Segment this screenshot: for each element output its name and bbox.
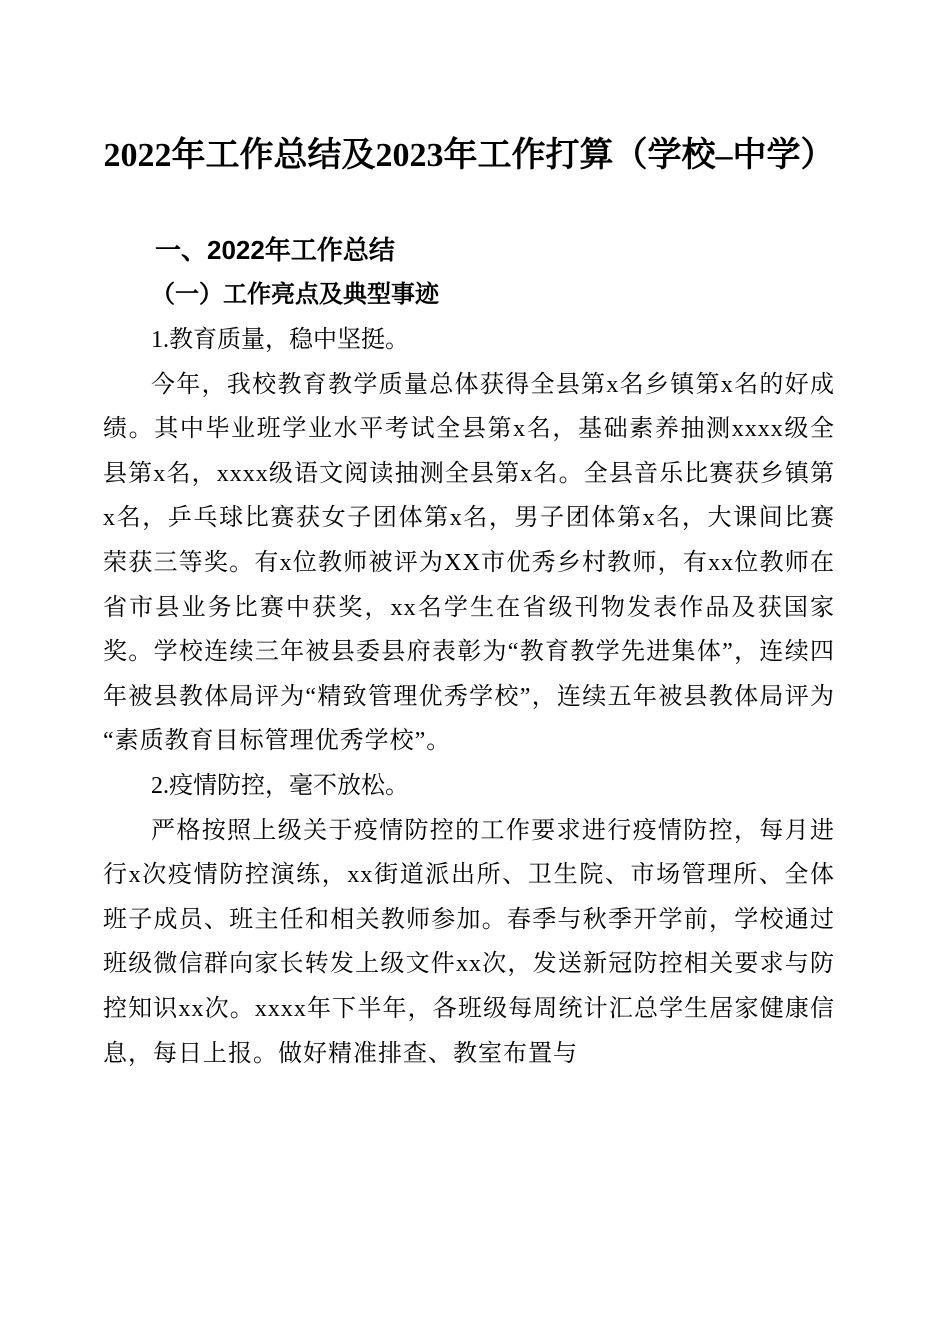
item-heading-epidemic-prevention: 2.疫情防控，毫不放松。 xyxy=(151,772,409,799)
item-heading-education-quality: 1.教育质量，稳中坚挺。 xyxy=(151,327,409,353)
section-heading-2022-work-summary: 一、2022年工作总结 xyxy=(155,235,395,265)
document-title: 2022年工作总结及2023年工作打算（学校–中学） xyxy=(103,137,835,174)
paragraph-education-quality: 今年，我校教育教学质量总体获得全县第x名乡镇第x名的好成绩。其中毕业班学业水平考试全县第x名，基础素养抽测xxxx级全县第x名，xxxx级语文阅读抽测全县第x名。全县音乐比赛获乡镇第x名，乒乓球比赛获女子团体第x名，男子团体第x名，大课间比赛荣获三等奖。有x位教师被评为XX市优秀乡村教师，有xx位教师在省市县业务比赛中获奖，xx名学生在省级刊物发表作品及获国家奖。学校连续三年被县委县府表彰为“教育教学先进集体”，连续四年被县教体局评为“精致管理优秀学校”，连续五年被县教体局评为“素质教育目标管理优秀学校”。 xyxy=(103,371,835,755)
paragraph-epidemic-prevention: 严格按照上级关于疫情防控的工作要求进行疫情防控，每月进行x次疫情防控演练，xx街道派出所、卫生院、市场管理所、全体班子成员、班主任和相关教师参加。春季与秋季开学前，学校通过班级微信群向家长转发上级文件xx次，发送新冠防控相关要求与防控知识xx次。xxxx年下半年，各班级每周统计汇总学生居家健康信息，每日上报。做好精准排查、教室布置与 xyxy=(103,817,835,1067)
subsection-heading-work-highlights: （一）工作亮点及典型事迹 xyxy=(151,282,439,308)
